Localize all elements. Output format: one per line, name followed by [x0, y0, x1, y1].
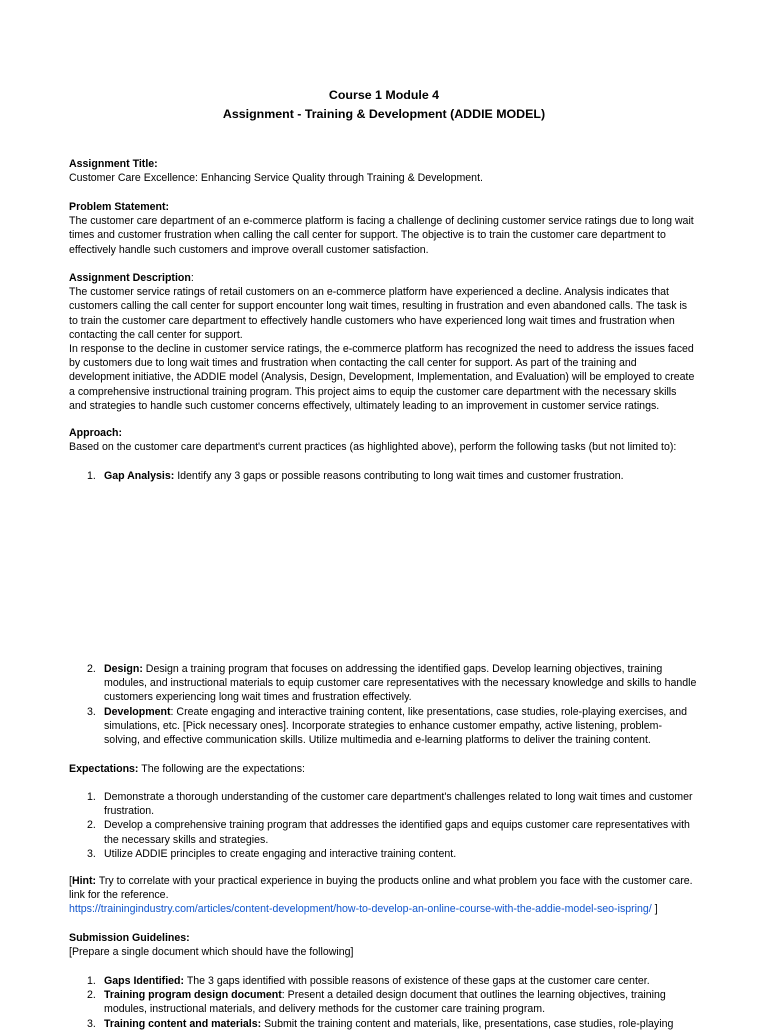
list-item [69, 988, 697, 1016]
problem-statement-section [69, 200, 697, 257]
hint-open-bracket: [ [69, 875, 72, 887]
approach-list-part-1 [69, 469, 697, 483]
list-item [69, 790, 697, 818]
list-number: 1. [87, 470, 96, 482]
approach-section [69, 426, 697, 454]
expectations-list [69, 790, 697, 861]
expectation-text: Develop a comprehensive training program that addresses the identified gaps and equips customer care representatives with the necessary skills and strategies. [104, 819, 690, 846]
submission-intro: [Prepare a single document which should have the following] [69, 946, 354, 959]
assignment-description-label: Assignment Description [69, 272, 191, 284]
course-module-title: Course 1 Module 4 [328, 88, 440, 102]
approach-list-part-2 [69, 662, 697, 747]
list-number: 3. [87, 1017, 96, 1030]
list-number: 2. [87, 819, 96, 832]
list-number: 3. [87, 847, 96, 860]
hint-label: Hint: [71, 875, 97, 887]
submission-list [69, 974, 697, 1031]
assignment-description-section [69, 271, 697, 413]
list-number: 1. [87, 975, 96, 987]
development-text: : Create engaging and interactive training content, like presentations, case studies, role-playing exercises, and simulations, etc. [Pick necessary ones]. Incorporate strategies to enhance customer empathy, active listening, problem-solving, and effective communication skills. Utilize multimedia and e-learning platforms to deliver the training content. [104, 705, 687, 747]
list-item [69, 469, 697, 483]
submission-guidelines-section [69, 931, 697, 959]
hint-close-bracket: ] [651, 903, 658, 916]
gaps-identified-text: The 3 gaps identified with possible reasons of existence of these gaps at the customer care center. [184, 975, 650, 987]
gap-analysis-text: Identify any 3 gaps or possible reasons contributing to long wait times and customer frustration. [174, 470, 624, 482]
expectation-text: Demonstrate a thorough understanding of the customer care department's challenges related to long wait times and customer frustration. [104, 791, 693, 818]
training-content-label: Training content and materials: [104, 1017, 262, 1030]
assignment-description-colon: : [190, 272, 194, 284]
design-document-label: Training program design document [104, 989, 282, 1002]
list-item [69, 705, 697, 748]
list-item [69, 662, 697, 705]
assignment-description-paragraph-2: In response to the decline in customer service ratings, the e-commerce platform has recognized the need to address the issues faced by customers due to long wait times and frustration when contacting the call center for support. As part of the training and development initiative, the ADDIE model (Analysis, Design, Development, Implementation, and Evaluation) will be employed to create a comprehensive instructional training program. This project aims to equip the customer care department with the necessary skills and strategies to handle such customer concerns effectively, ultimately leading to an improvement in customer service ratings. [69, 343, 695, 412]
submission-guidelines-label: Submission Guidelines: [69, 932, 190, 944]
training-content-text: Submit the training content and materials, like, presentations, case studies, role-playing [261, 1017, 674, 1030]
gaps-identified-label: Gaps Identified: [104, 975, 185, 987]
list-item [69, 818, 697, 846]
problem-statement-text: The customer care department of an e-commerce platform is facing a challenge of declining customer service ratings due to long wait times and customer frustration when calling the call center for support. The objective is to train the customer care department to effectively handle such customers and improve overall customer satisfaction. [69, 215, 694, 256]
design-label: Design: [104, 663, 143, 675]
design-text: Design a training program that focuses on addressing the identified gaps. Develop learning objectives, training modules, and instructional materials to equip customer care representatives with the necessary knowledge and skills to handle customers experiencing long wait times and frustration effectively. [104, 663, 697, 704]
expectations-section [69, 762, 697, 776]
design-document-text: : Present a detailed design document that outlines the learning objectives, training modules, instructional materials, and delivery methods for the customer care training program. [104, 989, 666, 1016]
expectation-text: Utilize ADDIE principles to create engaging and interactive training content. [104, 847, 457, 860]
assignment-heading: Assignment - Training & Development (ADDIE MODEL) [222, 107, 546, 121]
expectations-label: Expectations: [69, 763, 139, 775]
list-number: 3. [87, 705, 96, 718]
assignment-title-text: Customer Care Excellence: Enhancing Service Quality through Training & Development. [69, 172, 483, 185]
assignment-title-label: Assignment Title: [69, 158, 158, 170]
gap-analysis-label: Gap Analysis: [104, 470, 175, 482]
approach-label: Approach: [69, 427, 122, 439]
development-label: Development [104, 705, 171, 718]
list-number: 2. [87, 989, 96, 1002]
list-item [69, 974, 697, 988]
problem-statement-label: Problem Statement: [69, 201, 170, 213]
document-header [0, 86, 768, 124]
assignment-description-paragraph-1: The customer service ratings of retail customers on an e-commerce platform have experienced a decline. Analysis indicates that customers calling the call center for support encounter long wait times, resulting in frustration and even abandoned calls. The task is to train the customer care department to effectively handle customers who have experienced long wait times and frustration when contacting the call center for support. [69, 286, 688, 341]
expectations-intro: The following are the expectations: [138, 763, 305, 775]
assignment-title-section [69, 157, 697, 185]
hint-text: Try to correlate with your practical experience in buying the products online and what problem you face with the customer care. link for the reference. [69, 875, 693, 902]
reference-link[interactable]: https://trainingindustry.com/articles/content-development/how-to-develop-an-online-course-with-the-addie-model-seo-ispring/ [69, 903, 652, 916]
list-number: 2. [87, 663, 96, 675]
hint-section [69, 874, 697, 917]
list-item [69, 847, 697, 861]
list-number: 1. [87, 791, 96, 803]
approach-intro: Based on the customer care department's current practices (as highlighted above), perform the following tasks (but not limited to): [69, 441, 677, 454]
